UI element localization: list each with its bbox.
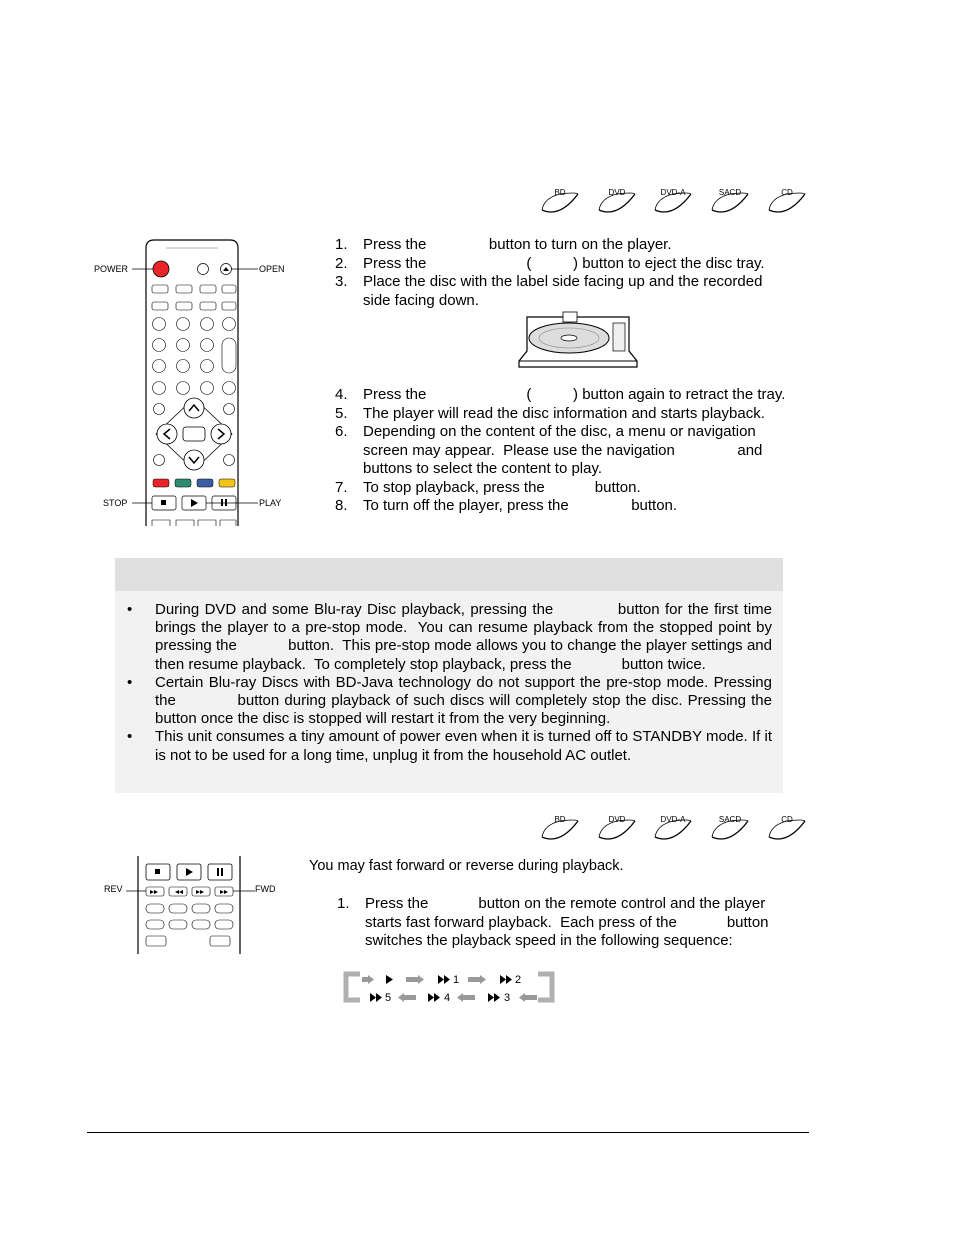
step-item [335, 405, 795, 424]
callout-open: OPEN [259, 264, 285, 274]
step-item [335, 236, 795, 255]
step-number: 5. [335, 404, 348, 422]
step-text: To turn off the player, press the button. [363, 497, 678, 514]
disc-badge-sacd [710, 815, 750, 839]
step-number: 3. [335, 273, 348, 290]
remote-control-drawing [90, 236, 300, 526]
speed-label: 5 [385, 992, 392, 1004]
disc-label: DVD [608, 188, 626, 197]
remote-transport-drawing [100, 856, 280, 956]
callout-play: PLAY [259, 498, 282, 508]
note-item [123, 673, 823, 729]
step-number: 4. [335, 386, 348, 403]
remote-transport-illustration [100, 856, 280, 956]
step-item [335, 386, 808, 405]
step-number: 6. [335, 423, 348, 440]
notes-list [123, 601, 823, 765]
disc-tray-drawing [517, 311, 639, 371]
disc-format-row-bottom [540, 815, 840, 851]
callout-rev: REV [104, 884, 123, 894]
bullet-icon: • [127, 728, 133, 746]
disc-label: DVD-A [660, 815, 686, 824]
disc-playback-steps-part1 [335, 236, 795, 310]
disc-label: BD [554, 815, 566, 824]
step-text: Depending on the content of the disc, a menu or navigation screen may appear. Please use the navigation and buttons to select the content to play. [363, 423, 825, 477]
step-text: Press the button on the remote control and the player starts fast forward playback. Each press of the button switches the playback speed in the following sequence: [365, 895, 773, 949]
step-number: 8. [335, 497, 348, 514]
disc-badge-dvd-a [653, 188, 693, 212]
disc-format-row-top [540, 188, 840, 224]
step-text: Place the disc with the label side facing up and the recorded side facing down. [363, 273, 763, 309]
disc-label: CD [781, 815, 793, 824]
notes-header-bar [115, 558, 783, 591]
fast-play-steps [337, 895, 787, 951]
speed-sequence-diagram [340, 968, 560, 1008]
step-item [335, 479, 795, 498]
remote-control-illustration [90, 236, 300, 526]
step-item [337, 895, 805, 951]
step-item [335, 497, 795, 516]
note-text: Certain Blu-ray Discs with BD-Java technology do not support the pre-stop mode. Pressing the button during playback of such discs will completely stop the disc. Pressing the button once the disc is stopped will restart it from the very beginning. [155, 673, 823, 728]
speed-label: 3 [504, 992, 511, 1004]
step-text: To stop playback, press the button. [363, 478, 641, 496]
bullet-icon: • [127, 673, 133, 691]
disc-playback-steps-part2 [335, 386, 825, 516]
disc-badge-sacd [710, 188, 750, 212]
footer-divider [87, 1132, 809, 1133]
disc-label: BD [554, 188, 566, 197]
note-text: During DVD and some Blu-ray Disc playback, pressing the button for the first time brings the player to a pre-stop mode. You can resume playback from the stopped point by pressing the button. This pre-stop mode allows you to change the player settings and then resume playback. To completely stop playback, press the button twice. [155, 601, 777, 673]
disc-badge-dvd [597, 188, 637, 212]
disc-label: DVD-A [660, 188, 686, 197]
callout-stop: STOP [103, 498, 128, 508]
disc-label: CD [781, 188, 793, 197]
disc-badge-bd [540, 188, 580, 212]
notes-box [115, 558, 823, 793]
step-number: 1. [335, 236, 348, 253]
step-number: 7. [335, 478, 348, 496]
callout-fwd: FWD [255, 884, 276, 894]
disc-label: SACD [718, 815, 742, 824]
disc-badge-dvd-a [653, 815, 693, 839]
disc-badge-dvd [597, 815, 637, 839]
step-text: Press the button to turn on the player. [363, 236, 672, 253]
step-number: 2. [335, 254, 348, 272]
disc-badge-cd [767, 815, 807, 839]
disc-tray-illustration [517, 311, 639, 371]
disc-badge-cd [767, 188, 807, 212]
bullet-icon: • [127, 601, 133, 618]
speed-label: 4 [444, 992, 451, 1004]
step-text: Press the ( ) button again to retract the tray. [363, 386, 786, 403]
note-item [123, 601, 777, 674]
disc-label: DVD [608, 815, 626, 824]
step-item [335, 273, 779, 310]
note-item [123, 728, 772, 764]
note-text: This unit consumes a tiny amount of power even when it is turned off to STANDBY mode. If it is not to be used for a long time, unplug it from the household AC outlet. [155, 728, 772, 764]
disc-label: SACD [718, 188, 742, 197]
step-text: The player will read the disc information and starts playback. [363, 404, 765, 422]
step-item [335, 423, 825, 479]
disc-badge-bd [540, 815, 580, 839]
step-text: Press the ( ) button to eject the disc tray. [363, 254, 765, 272]
callout-power: POWER [94, 264, 129, 274]
fast-play-intro: You may fast forward or reverse during playback. [309, 858, 624, 874]
step-number: 1. [337, 895, 350, 912]
speed-label: 1 [453, 974, 460, 986]
speed-label: 2 [515, 974, 522, 986]
step-item [335, 255, 795, 274]
